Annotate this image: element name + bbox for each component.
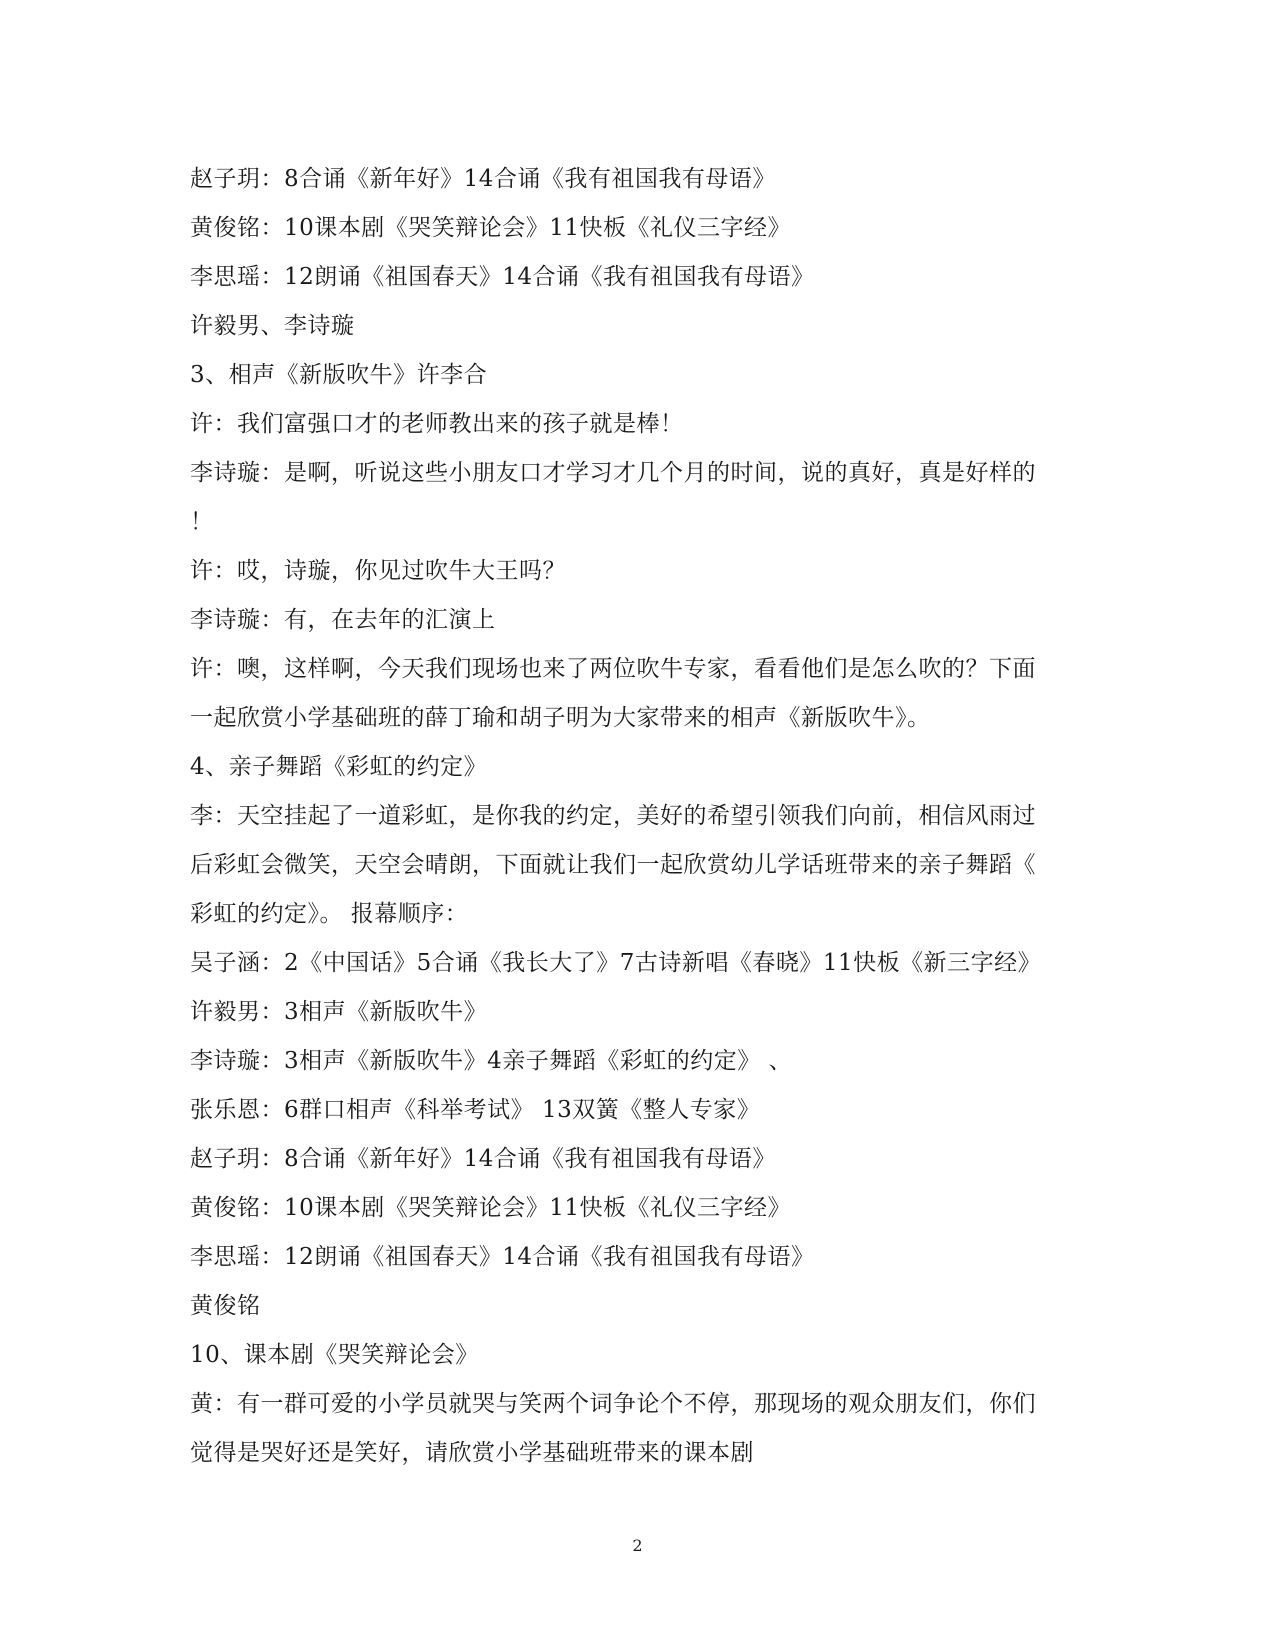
text-line: 李诗璇：3相声《新版吹牛》4亲子舞蹈《彩虹的约定》 、: [190, 1048, 793, 1074]
text-line: 觉得是哭好还是笑好，请欣赏小学基础班带来的课本剧: [190, 1440, 754, 1466]
text-line: 黄俊铭: [190, 1293, 261, 1319]
text-line: 许：噢，这样啊，今天我们现场也来了两位吹牛专家，看看他们是怎么吹的？下面: [190, 656, 1036, 682]
text-line: 黄：有一群可爱的小学员就哭与笑两个词争论个不停，那现场的观众朋友们，你们: [190, 1391, 1036, 1417]
section-heading: 4、亲子舞蹈《彩虹的约定》: [190, 754, 488, 780]
section-heading: 3、相声《新版吹牛》许李合: [190, 362, 488, 388]
text-line: 吴子涵：2《中国话》5合诵《我长大了》7古诗新唱《春晓》11快板《新三字经》: [190, 950, 1042, 976]
text-line: 李思瑶：12朗诵《祖国春天》14合诵《我有祖国我有母语》: [190, 1244, 815, 1270]
text-line: 许毅男、李诗璇: [190, 313, 355, 339]
text-line: 黄俊铭：10课本剧《哭笑辩论会》11快板《礼仪三字经》: [190, 1195, 792, 1221]
text-line: 赵子玥：8合诵《新年好》14合诵《我有祖国我有母语》: [190, 166, 776, 192]
text-line: 彩虹的约定》。 报幕顺序：: [190, 901, 469, 927]
text-line: 赵子玥：8合诵《新年好》14合诵《我有祖国我有母语》: [190, 1146, 776, 1172]
page-number: 2: [632, 1536, 643, 1555]
text-line: 黄俊铭：10课本剧《哭笑辩论会》11快板《礼仪三字经》: [190, 215, 792, 241]
document-body: [190, 155, 1095, 1478]
text-line: 后彩虹会微笑，天空会晴朗，下面就让我们一起欣赏幼儿学话班带来的亲子舞蹈《: [190, 852, 1036, 878]
text-line: ！: [190, 509, 214, 535]
text-line: 许：我们富强口才的老师教出来的孩子就是棒！: [190, 411, 684, 437]
text-line: 许毅男：3相声《新版吹牛》: [190, 999, 488, 1025]
section-heading: 10、课本剧《哭笑辩论会》: [190, 1342, 479, 1368]
text-line: 李诗璇：有，在去年的汇演上: [190, 607, 496, 633]
text-line: 许：哎，诗璇，你见过吹牛大王吗？: [190, 558, 566, 584]
text-line: 李思瑶：12朗诵《祖国春天》14合诵《我有祖国我有母语》: [190, 264, 815, 290]
text-line: 一起欣赏小学基础班的薛丁瑜和胡子明为大家带来的相声《新版吹牛》。: [190, 705, 931, 731]
text-line: 李：天空挂起了一道彩虹，是你我的约定，美好的希望引领我们向前，相信风雨过: [190, 803, 1036, 829]
text-line: 张乐恩：6群口相声《科举考试》 13双簧《整人专家》: [190, 1097, 761, 1123]
text-line: 李诗璇：是啊，听说这些小朋友口才学习才几个月的时间，说的真好，真是好样的: [190, 460, 1036, 486]
